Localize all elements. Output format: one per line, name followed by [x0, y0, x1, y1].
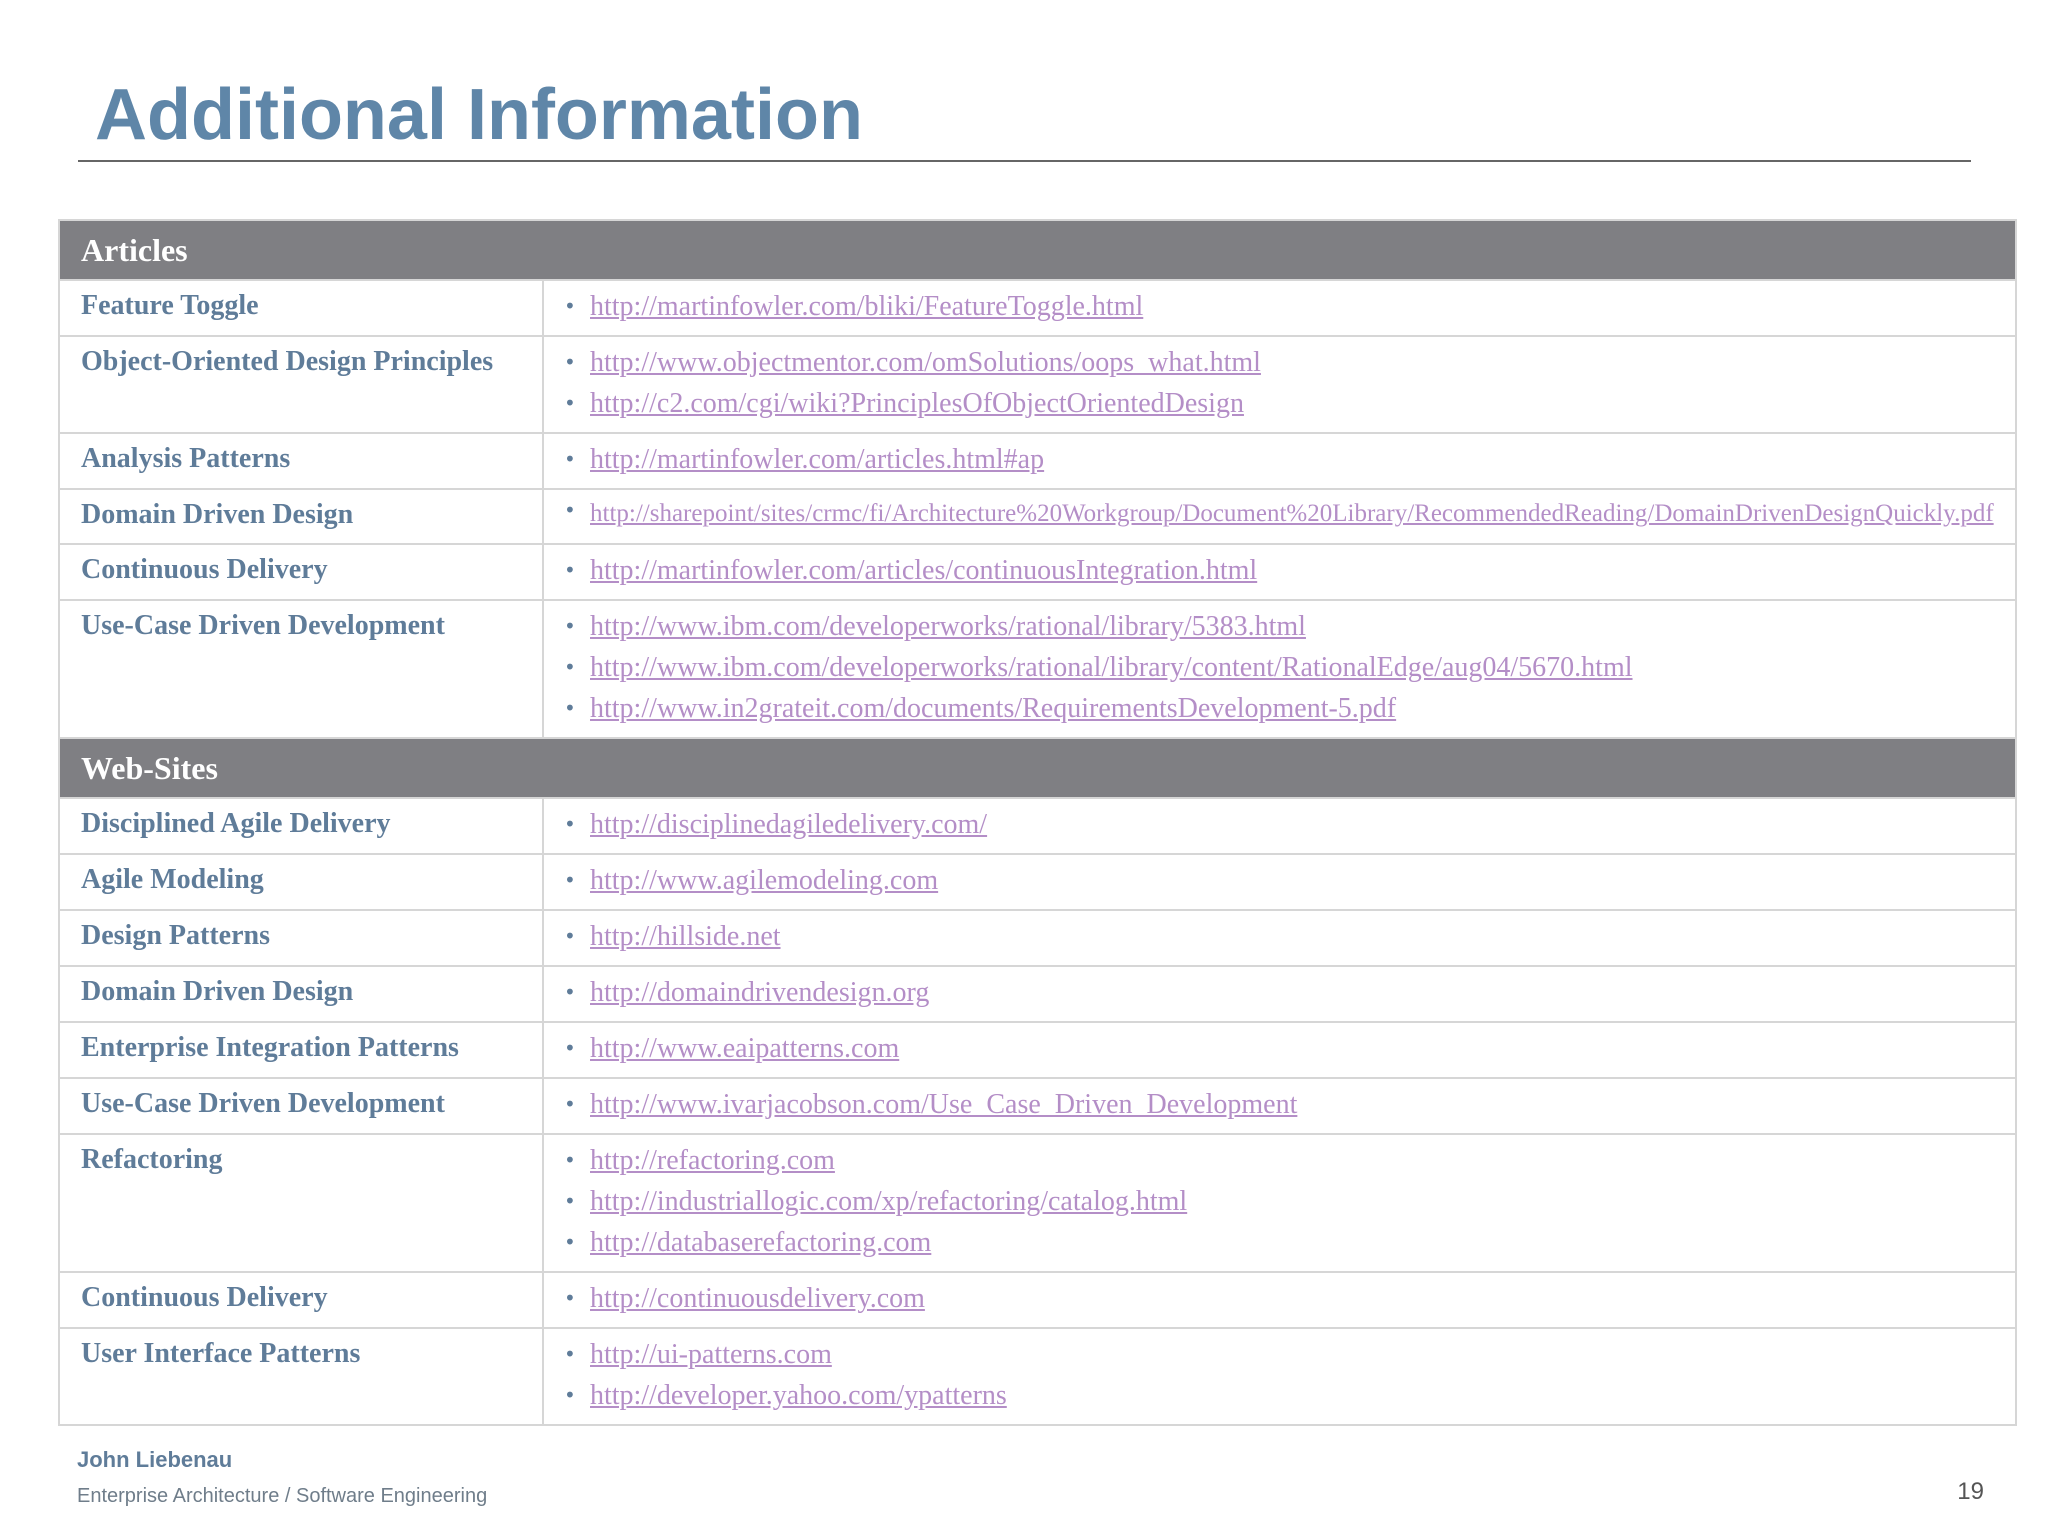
link-list	[544, 860, 1995, 901]
section-header-articles: Articles	[59, 220, 2016, 280]
links-cell	[543, 798, 2016, 854]
title-divider	[78, 160, 1971, 162]
list-item	[544, 1028, 1995, 1069]
topic-label: Agile Modeling	[59, 854, 543, 910]
reference-link[interactable]: http://ui-patterns.com	[590, 1339, 832, 1370]
reference-link[interactable]: http://industriallogic.com/xp/refactoring/catalog.html	[590, 1186, 1188, 1217]
bullet-icon: •	[564, 1286, 576, 1310]
topic-label: User Interface Patterns	[59, 1328, 543, 1425]
reference-link[interactable]: http://martinfowler.com/bliki/FeatureToggle.html	[590, 291, 1144, 322]
reference-link[interactable]: http://developer.yahoo.com/ypatterns	[590, 1380, 1007, 1411]
reference-link[interactable]: http://www.objectmentor.com/omSolutions/oops_what.html	[590, 347, 1261, 378]
links-cell	[543, 910, 2016, 966]
table-row	[59, 600, 2016, 738]
links-cell	[543, 1328, 2016, 1425]
links-cell	[543, 600, 2016, 738]
section-header-row	[59, 220, 2016, 280]
link-list	[544, 1140, 1995, 1263]
reference-link[interactable]: http://continuousdelivery.com	[590, 1283, 925, 1314]
topic-label: Use-Case Driven Development	[59, 600, 543, 738]
reference-link[interactable]: http://refactoring.com	[590, 1145, 835, 1176]
list-item	[544, 860, 1995, 901]
table-row	[59, 280, 2016, 336]
bullet-icon: •	[564, 1383, 576, 1407]
bullet-icon: •	[564, 498, 576, 522]
reference-link[interactable]: http://martinfowler.com/articles.html#ap	[590, 444, 1045, 475]
bullet-icon: •	[564, 294, 576, 318]
links-cell	[543, 1078, 2016, 1134]
list-item	[544, 606, 1995, 647]
links-cell	[543, 854, 2016, 910]
bullet-icon: •	[564, 980, 576, 1004]
section-header-row	[59, 738, 2016, 798]
references-table	[58, 219, 2017, 1426]
footer-subtitle: Enterprise Architecture / Software Engineering	[77, 1485, 488, 1507]
table-row	[59, 1272, 2016, 1328]
list-item	[544, 688, 1995, 729]
link-list	[544, 439, 1995, 480]
page-number: 19	[1957, 1478, 1984, 1505]
list-item	[544, 383, 1995, 424]
list-item	[544, 1334, 1995, 1375]
topic-label: Continuous Delivery	[59, 1272, 543, 1328]
links-cell	[543, 433, 2016, 489]
bullet-icon: •	[564, 614, 576, 638]
link-list	[544, 1084, 1995, 1125]
list-item	[544, 1140, 1995, 1181]
link-list	[544, 1334, 1995, 1416]
section-header-web-sites: Web-Sites	[59, 738, 2016, 798]
table-row	[59, 1078, 2016, 1134]
link-list	[544, 972, 1995, 1013]
link-list	[544, 606, 1995, 729]
table-row	[59, 489, 2016, 544]
bullet-icon: •	[564, 868, 576, 892]
table-row	[59, 854, 2016, 910]
bullet-icon: •	[564, 924, 576, 948]
list-item	[544, 1375, 1995, 1416]
reference-link[interactable]: http://www.in2grateit.com/documents/RequirementsDevelopment-5.pdf	[590, 693, 1397, 724]
reference-link[interactable]: http://www.agilemodeling.com	[590, 865, 939, 896]
table-row	[59, 336, 2016, 433]
links-cell	[543, 544, 2016, 600]
links-cell	[543, 489, 2016, 544]
reference-link[interactable]: http://www.ibm.com/developerworks/rational/library/content/RationalEdge/aug04/5670.html	[590, 652, 1633, 683]
link-list	[544, 495, 1995, 529]
list-item	[544, 342, 1995, 383]
links-cell	[543, 280, 2016, 336]
list-item	[544, 286, 1995, 327]
link-list	[544, 804, 1995, 845]
reference-link[interactable]: http://hillside.net	[590, 921, 781, 952]
bullet-icon: •	[564, 391, 576, 415]
reference-link[interactable]: http://www.ivarjacobson.com/Use_Case_Driven_Development	[590, 1089, 1298, 1120]
table-row	[59, 433, 2016, 489]
bullet-icon: •	[564, 1148, 576, 1172]
bullet-icon: •	[564, 655, 576, 679]
bullet-icon: •	[564, 558, 576, 582]
topic-label: Refactoring	[59, 1134, 543, 1272]
links-cell	[543, 336, 2016, 433]
topic-label: Enterprise Integration Patterns	[59, 1022, 543, 1078]
page-title: Additional Information	[95, 75, 863, 155]
links-cell	[543, 1272, 2016, 1328]
reference-link[interactable]: http://domaindrivendesign.org	[590, 977, 930, 1008]
table-row	[59, 1134, 2016, 1272]
bullet-icon: •	[564, 1092, 576, 1116]
reference-link[interactable]: http://c2.com/cgi/wiki?PrinciplesOfObjectOrientedDesign	[590, 388, 1244, 419]
list-item	[544, 550, 1995, 591]
bullet-icon: •	[564, 447, 576, 471]
list-item	[544, 1084, 1995, 1125]
table-row	[59, 798, 2016, 854]
bullet-icon: •	[564, 1342, 576, 1366]
topic-label: Analysis Patterns	[59, 433, 543, 489]
table-row	[59, 910, 2016, 966]
link-list	[544, 1028, 1995, 1069]
bullet-icon: •	[564, 350, 576, 374]
table-row	[59, 1022, 2016, 1078]
topic-label: Domain Driven Design	[59, 489, 543, 544]
bullet-icon: •	[564, 696, 576, 720]
links-cell	[543, 1134, 2016, 1272]
link-list	[544, 286, 1995, 327]
reference-link[interactable]: http://www.ibm.com/developerworks/rational/library/5383.html	[590, 611, 1306, 642]
topic-label: Disciplined Agile Delivery	[59, 798, 543, 854]
link-list	[544, 916, 1995, 957]
list-item	[544, 1278, 1995, 1319]
bullet-icon: •	[564, 1230, 576, 1254]
list-item	[544, 439, 1995, 480]
footer-author: John Liebenau	[77, 1447, 233, 1472]
reference-link[interactable]: http://disciplinedagiledelivery.com/	[590, 809, 988, 840]
reference-link[interactable]: http://www.eaipatterns.com	[590, 1033, 900, 1064]
list-item	[544, 1181, 1995, 1222]
topic-label: Use-Case Driven Development	[59, 1078, 543, 1134]
links-cell	[543, 1022, 2016, 1078]
link-list	[544, 550, 1995, 591]
list-item	[544, 495, 1995, 529]
bullet-icon: •	[564, 1189, 576, 1213]
link-list	[544, 1278, 1995, 1319]
topic-label: Continuous Delivery	[59, 544, 543, 600]
table-row	[59, 1328, 2016, 1425]
table-row	[59, 544, 2016, 600]
list-item	[544, 972, 1995, 1013]
reference-link[interactable]: http://sharepoint/sites/crmc/fi/Architecture%20Workgroup/Document%20Library/RecommendedReading/DomainDrivenDesignQuickly.pdf	[590, 500, 1994, 527]
topic-label: Domain Driven Design	[59, 966, 543, 1022]
bullet-icon: •	[564, 1036, 576, 1060]
topic-label: Feature Toggle	[59, 280, 543, 336]
reference-link[interactable]: http://martinfowler.com/articles/continuousIntegration.html	[590, 555, 1258, 586]
table-row	[59, 966, 2016, 1022]
bullet-icon: •	[564, 812, 576, 836]
links-cell	[543, 966, 2016, 1022]
list-item	[544, 1222, 1995, 1263]
link-list	[544, 342, 1995, 424]
topic-label: Design Patterns	[59, 910, 543, 966]
list-item	[544, 916, 1995, 957]
reference-link[interactable]: http://databaserefactoring.com	[590, 1227, 932, 1258]
topic-label: Object-Oriented Design Principles	[59, 336, 543, 433]
list-item	[544, 647, 1995, 688]
list-item	[544, 804, 1995, 845]
